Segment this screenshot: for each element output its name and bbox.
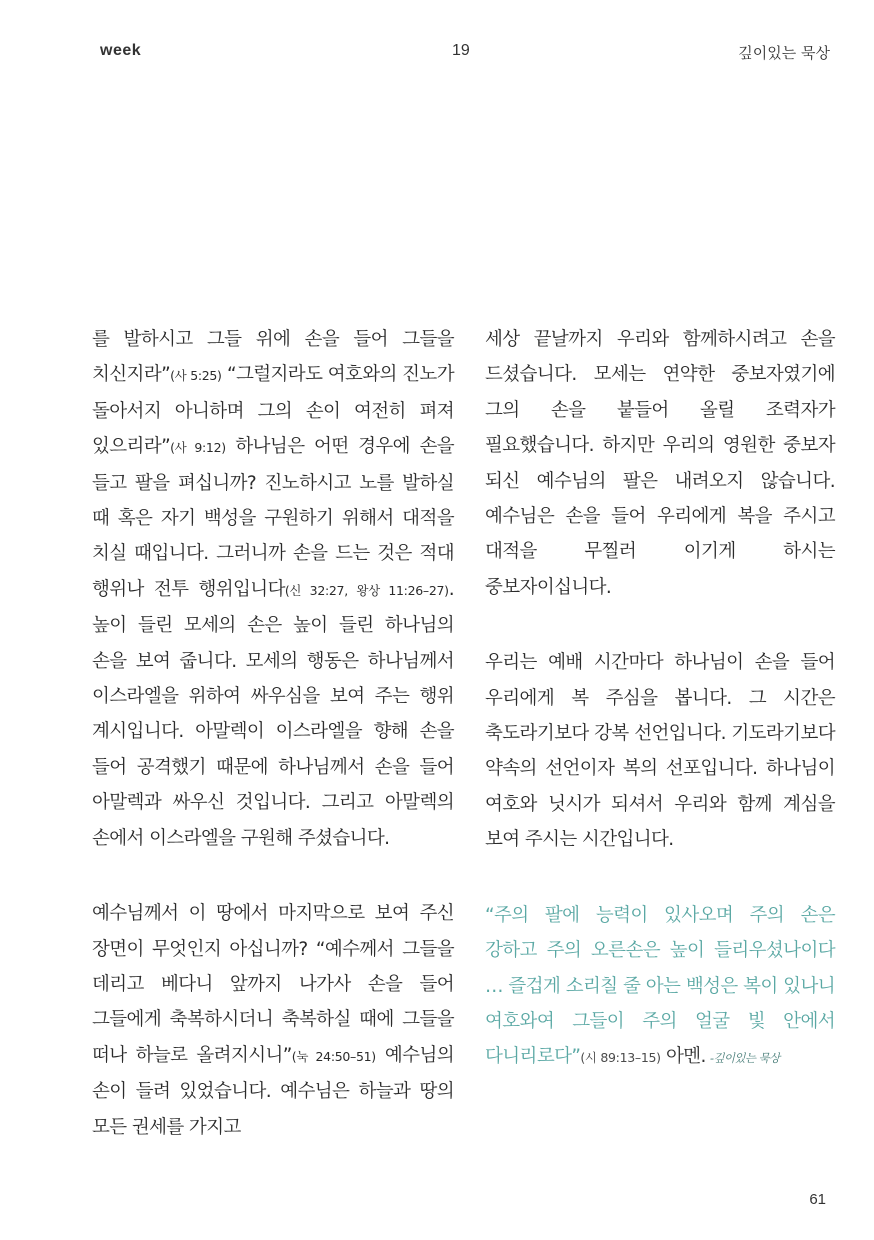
amen-text: 아멘. <box>660 1046 706 1068</box>
left-column <box>92 322 454 1145</box>
scripture-reference: (신 32:27, 왕상 11:26–27) <box>284 582 449 598</box>
closing-verse <box>485 898 835 1077</box>
body-text: 를 발하시고 그들 위에 손을 들어 그들을 치신지라” <box>92 329 454 386</box>
body-text: . 높이 들린 모세의 손은 높이 들린 하나님의 손을 보여 줍니다. 모세의 행동은 하나님께서 이스라엘을 위하여 싸우심을 보여 주는 행위 계시입니다. 아말렉이 이스라엘을 향해 손을 들어 공격했기 때문에 하나님께서 손을 들어 아말렉과 싸우신 것입니다. 그리고 아말렉의 손에서 이스라엘을 구원해 주셨습니다. <box>92 578 454 849</box>
verse-text: “주의 팔에 능력이 있사오며 주의 손은 강하고 주의 오른손은 높이 들리우셨나이다 … 즐겁게 소리칠 줄 아는 백성은 복이 있나니 여호와여 그들이 주의 얼굴 빛 안에서 다니리로다” <box>485 904 835 1068</box>
right-paragraph-2: 우리는 예배 시간마다 하나님이 손을 들어 우리에게 복 주심을 봅니다. 그 시간은 축도라기보다 강복 선언입니다. 기도라기보다 약속의 선언이자 복의 선포입니다. 하나님이 여호와 닛시가 되셔서 우리와 함께 계심을 보여 주시는 시간입니다. <box>485 652 835 851</box>
scripture-reference: (사 9:12) <box>170 440 226 456</box>
left-paragraph-1 <box>92 322 454 856</box>
header-week-label: week <box>100 42 142 59</box>
body-text: 예수님의 손이 들려 있었습니다. 예수님은 하늘과 땅의 모든 권세를 가지고 <box>92 1044 454 1138</box>
right-paragraph-1: 세상 끝날까지 우리와 함께하시려고 손을 드셨습니다. 모세는 연약한 중보자였기에 그의 손을 붙들어 올릴 조력자가 필요했습니다. 하지만 우리의 영원한 중보자 되신 예수님의 팔은 내려오지 않습니다. 예수님은 손을 들어 우리에게 복을 주시고 대적을 무찔러 이기게 하시는 중보자이십니다. <box>485 329 835 598</box>
scripture-reference: (사 5:25) <box>170 368 222 384</box>
scripture-reference: (눅 24:50–51) <box>291 1048 376 1064</box>
right-column <box>485 322 835 1077</box>
header-series-title: 깊이있는 묵상 <box>738 44 830 62</box>
page-number: 61 <box>809 1191 826 1208</box>
left-paragraph-2 <box>92 896 454 1145</box>
signature: -깊이있는 묵상 <box>709 1051 780 1066</box>
scripture-reference: (시 89:13–15) <box>580 1050 661 1066</box>
header-week-number: 19 <box>452 42 470 59</box>
body-text: 하나님은 어떤 경우에 손을 들고 팔을 펴십니까? 진노하시고 노를 발하실 때 혹은 자기 백성을 구원하기 위해서 대적을 치실 때입니다. 그러니까 손을 드는 것은 적대 행위나 전투 행위입니다 <box>92 436 454 600</box>
body-text: 예수님께서 이 땅에서 마지막으로 보여 주신 장면이 무엇인지 아십니까? “예수께서 그들을 데리고 베다니 앞까지 나가사 손을 들어 그들에게 축복하시더니 축복하실 때에 그들을 떠나 하늘로 올려지시니” <box>92 903 454 1066</box>
paragraph-gap <box>485 858 835 898</box>
body-text: “그럴지라도 여호와의 진노가 돌아서지 아니하며 그의 손이 여전히 펴져 있으리라” <box>92 364 454 458</box>
paragraph-gap <box>485 605 835 645</box>
paragraph-gap <box>92 856 454 896</box>
